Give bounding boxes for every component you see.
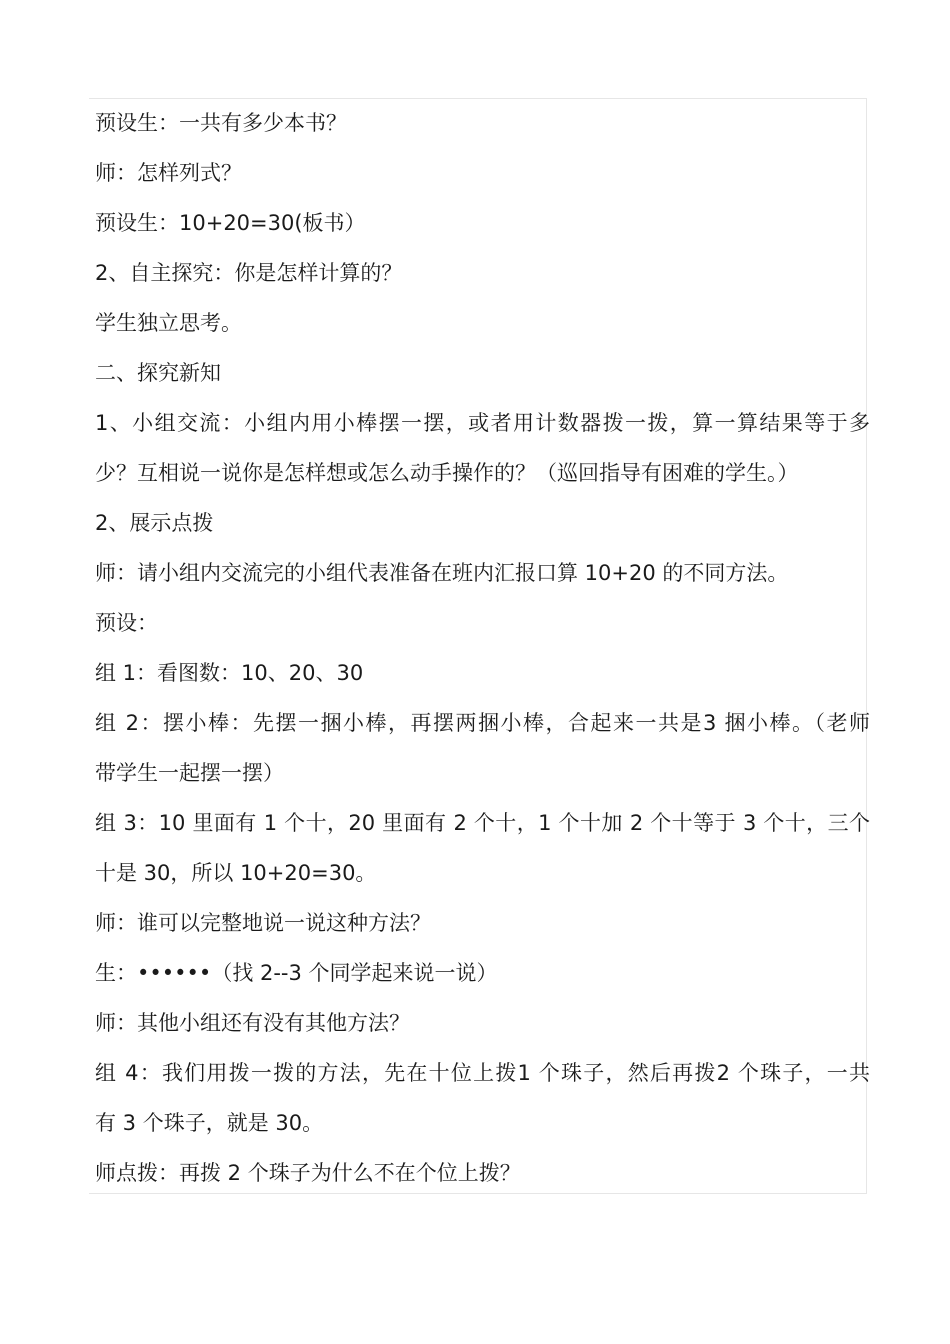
text-line: 组 2：摆小棒：先摆一捆小棒，再摆两捆小棒，合起来一共是3 捆小棒。（老师 [95, 711, 870, 735]
section-heading: 二、探究新知 [95, 361, 221, 385]
text-line: 师：谁可以完整地说一说这种方法？ [95, 911, 431, 935]
text-line: 预设： [95, 611, 158, 635]
text-line: 十是 30，所以 10+20=30。 [95, 861, 377, 885]
document-body [95, 98, 870, 1198]
text-line: 师：其他小组还有没有其他方法？ [95, 1011, 410, 1035]
text-line: 师：怎样列式？ [95, 161, 242, 185]
text-line: 有 3 个珠子，就是 30。 [95, 1111, 324, 1135]
text-line: 少？互相说一说你是怎样想或怎么动手操作的？（巡回指导有困难的学生。） [95, 461, 799, 485]
text-line: 预设生：10+20=30(板书） [95, 211, 366, 235]
text-line: 学生独立思考。 [95, 311, 242, 335]
text-line: 师：请小组内交流完的小组代表准备在班内汇报口算 10+20 的不同方法。 [95, 561, 789, 585]
text-line: 2、自主探究：你是怎样计算的？ [95, 261, 403, 285]
text-line: 组 1：看图数：10、20、30 [95, 661, 364, 685]
text-line: 2、展示点拨 [95, 511, 214, 535]
text-line: 1、小组交流：小组内用小棒摆一摆，或者用计数器拨一拨，算一算结果等于多 [95, 411, 870, 435]
text-line: 生：••••••（找 2--3 个同学起来说一说） [95, 961, 498, 985]
text-line: 师点拨：再拨 2 个珠子为什么不在个位上拨？ [95, 1161, 521, 1185]
text-line: 组 3：10 里面有 1 个十，20 里面有 2 个十，1 个十加 2 个十等于 3 个十，三个 [95, 811, 870, 835]
text-line: 组 4：我们用拨一拨的方法，先在十位上拨1 个珠子，然后再拨2 个珠子，一共 [95, 1061, 870, 1085]
text-line: 预设生：一共有多少本书？ [95, 111, 347, 135]
text-line: 带学生一起摆一摆） [95, 761, 284, 785]
